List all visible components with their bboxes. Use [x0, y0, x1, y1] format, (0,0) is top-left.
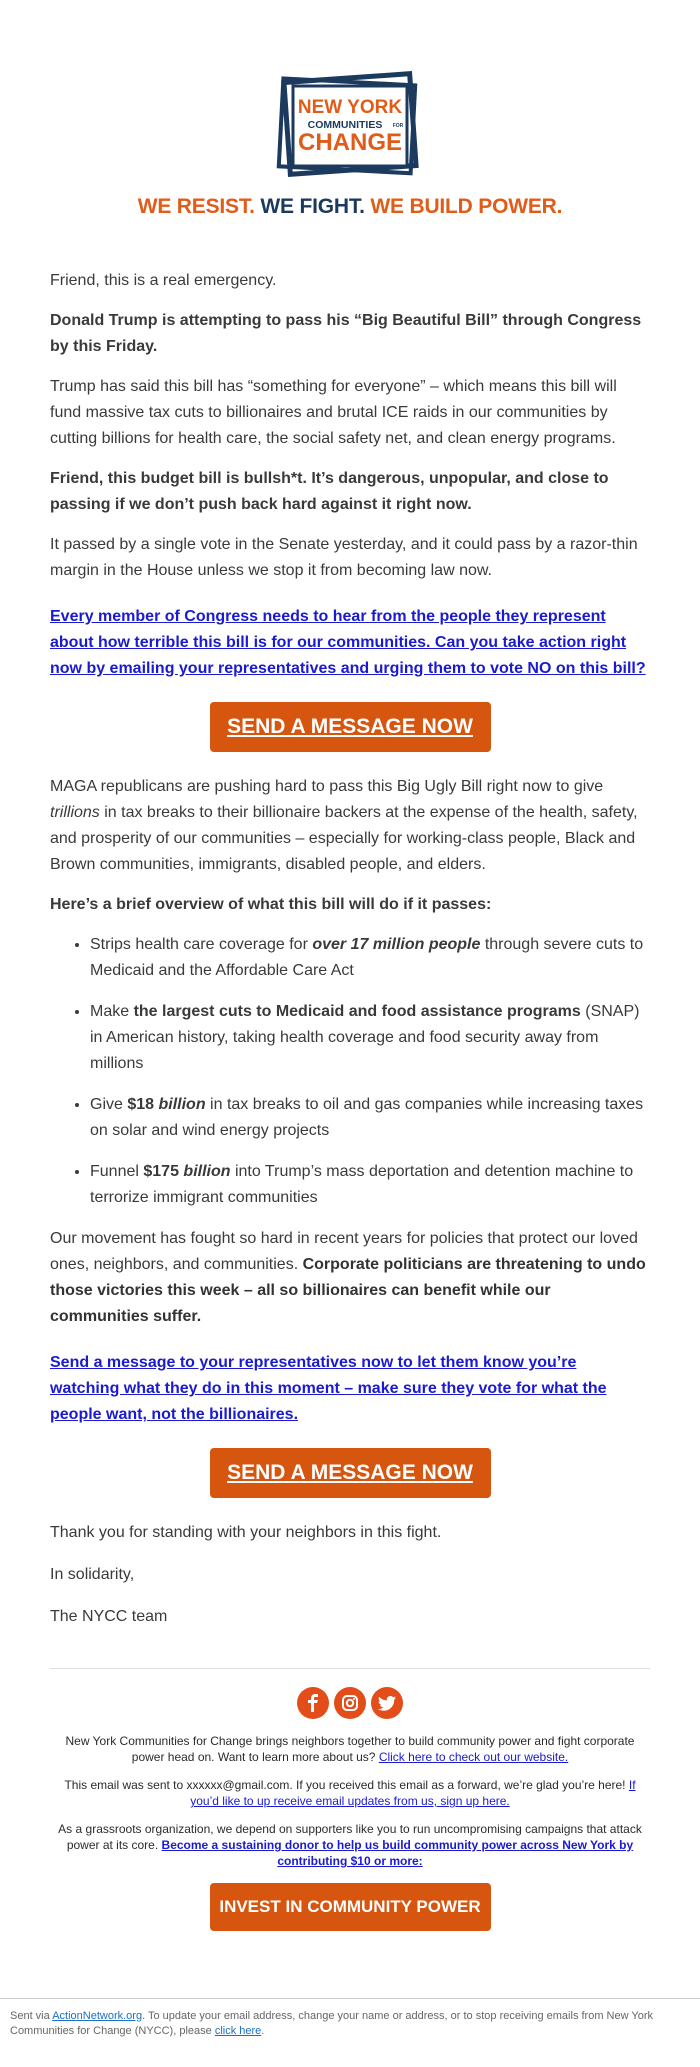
twitter-icon[interactable]: [371, 1687, 403, 1719]
send-message-button-2[interactable]: SEND A MESSAGE NOW: [210, 1448, 491, 1498]
bullet-text: Give: [90, 1096, 128, 1113]
facebook-icon[interactable]: [297, 1687, 329, 1719]
bullet-text: Make: [90, 1003, 134, 1020]
maga-text-a: MAGA republicans are pushing hard to pass this Big Ugly Bill right now to give: [50, 778, 604, 795]
bullet-text: through severe cuts to Medicaid and the Affordable Care Act: [90, 936, 644, 979]
logo-line-change: CHANGE: [297, 129, 403, 156]
action-network-footer: [0, 1998, 700, 2039]
via-text-b: . To update your email address, change your name or address, or to stop receiving emails from New York Communities for Change (NYCC), please: [10, 2010, 654, 2037]
logo-line-for: FOR: [392, 123, 404, 129]
bill-effects-list: [50, 932, 650, 1211]
twitter-glyph: [378, 1696, 396, 1711]
instagram-glyph: [341, 1694, 359, 1712]
tagline-build: WE BUILD POWER.: [370, 195, 563, 218]
sent-text: This email was sent to xxxxxx@gmail.com. If you received this email as a forward, we’re glad you’re here!: [64, 1778, 629, 1792]
tagline: [50, 195, 650, 235]
bullet-text: Strips health care coverage for: [90, 936, 313, 953]
footer-about: [50, 1733, 650, 1765]
instagram-icon[interactable]: [334, 1687, 366, 1719]
via-text-end: .: [261, 2025, 265, 2037]
signoff-text: In solidarity,: [50, 1566, 135, 1583]
movement-bold: Corporate politicians are threatening to undo those victories this week – all so billionaires can benefit while our communities suffer.: [50, 1256, 646, 1325]
bullet-emphasis: over 17 million people: [312, 936, 481, 953]
email-body: [50, 235, 650, 1630]
send-message-button[interactable]: SEND A MESSAGE NOW: [210, 702, 491, 752]
bullet-emphasis: the largest cuts to Medicaid and food assistance programs: [133, 1003, 581, 1020]
list-item: [90, 1092, 650, 1144]
bullet-text: in tax breaks to oil and gas companies while increasing taxes on solar and wind energy projects: [90, 1096, 644, 1139]
bullet-emphasis: $175: [143, 1163, 184, 1180]
about-text: New York Communities for Change brings neighbors together to build community power and fight corporate power head on. Want to learn more about us?: [65, 1734, 635, 1764]
bullet-text: into Trump’s mass deportation and detention machine to terrorize immigrant communities: [90, 1163, 634, 1206]
facebook-glyph: [306, 1694, 320, 1712]
overview-heading: Here’s a brief overview of what this bill will do if it passes:: [50, 896, 492, 913]
paragraph-passed: It passed by a single vote in the Senate yesterday, and it could pass by a razor-thin margin in the House unless we stop it from becoming law now.: [50, 536, 638, 579]
footer-sent-to: [50, 1777, 650, 1809]
paragraph-movement: [50, 1226, 650, 1330]
nycc-logo-graphic: [273, 70, 427, 182]
unsubscribe-link[interactable]: click here: [214, 2025, 262, 2037]
about-link[interactable]: Click here to check out our website.: [378, 1750, 569, 1764]
maga-text-b: in tax breaks to their billionaire backers at the expense of the health, safety, and prosperity of our communities – especially for working-class people, Black and Brown communities, immigrants, disabled people, and elders.: [50, 804, 638, 873]
bullet-text: (SNAP) in American history, taking health coverage and food security away from millions: [90, 1003, 640, 1072]
actionnetwork-link[interactable]: ActionNetwork.org: [52, 2010, 143, 2022]
bullet-emphasis: $18: [127, 1096, 159, 1113]
list-item: [90, 932, 650, 984]
movement-text: Our movement has fought so hard in recent years for policies that protect our loved ones, neighbors, and communities.: [50, 1230, 638, 1273]
list-item: [90, 1159, 650, 1211]
link-send-message[interactable]: Send a message to your representatives now to let them know you’re watching what they do in this moment – make sure they vote for what the people want, not the billionaires.: [50, 1354, 607, 1423]
logo-line-new-york: NEW YORK: [297, 97, 403, 118]
thanks-text: Thank you for standing with your neighbors in this fight.: [50, 1524, 442, 1541]
maga-trillions: trillions: [50, 804, 100, 821]
signup-link[interactable]: If you’d like to up receive email updates from us, sign up here.: [190, 1778, 636, 1808]
sustaining-donor-link[interactable]: Become a sustaining donor to help us build community power across New York by contributing $10 or more:: [161, 1838, 634, 1868]
signature-text: The NYCC team: [50, 1608, 168, 1625]
invest-button[interactable]: INVEST IN COMMUNITY POWER: [210, 1883, 491, 1931]
tagline-resist: WE RESIST.: [137, 195, 255, 218]
greeting: Friend, this is a real emergency.: [50, 272, 277, 289]
cta-row-2: [50, 1448, 650, 1498]
email-content: [50, 0, 650, 1931]
via-text-a: Sent via: [10, 2010, 53, 2022]
bullet-emphasis: billion: [158, 1096, 206, 1113]
tagline-fight: WE FIGHT.: [260, 195, 365, 218]
paragraph-bullsht: Friend, this budget bill is bullsh*t. It’s dangerous, unpopular, and close to passing if we don’t push back hard against it right now.: [50, 470, 609, 513]
nycc-logo[interactable]: [50, 0, 650, 182]
link-every-member[interactable]: Every member of Congress needs to hear from the people they represent about how terrible this bill is for our communities. Can you take action right now by emailing your representatives and urging them to vote NO on this bill?: [50, 608, 646, 677]
paragraph-trump: Donald Trump is attempting to pass his “Big Beautiful Bill” through Congress by this Friday.: [50, 312, 642, 355]
list-item: [90, 999, 650, 1077]
footer-divider: [50, 1668, 650, 1669]
logo-line-communities: COMMUNITIES: [307, 119, 383, 131]
bullet-emphasis: billion: [183, 1163, 231, 1180]
footer-grassroots: [50, 1821, 650, 1869]
cta-row-1: [50, 702, 650, 752]
paragraph-everyone: Trump has said this bill has “something for everyone” – which means this bill will fund massive tax cuts to billionaires and brutal ICE raids in our communities by cutting billions for health care, the social safety net, and clean energy programs.: [50, 378, 617, 447]
paragraph-maga: [50, 774, 650, 878]
bullet-text: Funnel: [90, 1163, 144, 1180]
grassroots-text: As a grassroots organization, we depend on supporters like you to run uncompromising campaigns that attack power at its core.: [58, 1822, 642, 1852]
social-links: [50, 1687, 650, 1719]
